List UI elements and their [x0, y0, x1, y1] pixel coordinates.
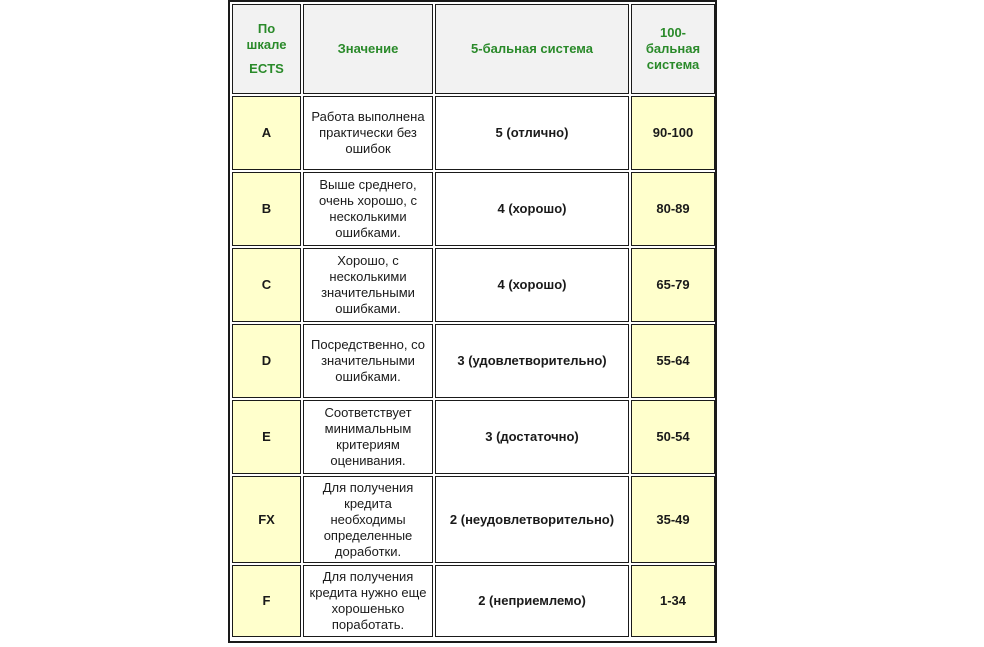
ects-grade-cell: D — [232, 324, 301, 398]
table-row — [232, 248, 715, 322]
five-point-cell: 4 (хорошо) — [435, 248, 629, 322]
table-row — [232, 565, 715, 637]
hundred-point-cell: 90-100 — [631, 96, 715, 170]
hundred-point-cell: 55-64 — [631, 324, 715, 398]
header-ects-spacer — [237, 53, 296, 61]
hundred-point-cell: 80-89 — [631, 172, 715, 246]
meaning-cell: Для получения кредита нужно еще хорошенько поработать. — [303, 565, 433, 637]
header-hundred-point: 100-бальная система — [631, 4, 715, 94]
meaning-cell: Выше среднего, очень хорошо, с несколькими ошибками. — [303, 172, 433, 246]
ects-grade-cell: C — [232, 248, 301, 322]
meaning-cell: Хорошо, с несколькими значительными ошибками. — [303, 248, 433, 322]
table-header-row — [232, 4, 715, 94]
header-meaning: Значение — [303, 4, 433, 94]
header-ects — [232, 4, 301, 94]
five-point-cell: 2 (неудовлетворительно) — [435, 476, 629, 563]
ects-grade-cell: E — [232, 400, 301, 474]
ects-grade-cell: F — [232, 565, 301, 637]
table-row — [232, 172, 715, 246]
table-row — [232, 96, 715, 170]
table-row — [232, 400, 715, 474]
header-five-point: 5-бальная система — [435, 4, 629, 94]
ects-grade-cell: FX — [232, 476, 301, 563]
ects-grade-cell: A — [232, 96, 301, 170]
five-point-cell: 3 (достаточно) — [435, 400, 629, 474]
meaning-cell: Для получения кредита необходимы определенные доработки. — [303, 476, 433, 563]
hundred-point-cell: 35-49 — [631, 476, 715, 563]
five-point-cell: 4 (хорошо) — [435, 172, 629, 246]
header-ects-line: ECTS — [249, 61, 284, 76]
ects-grade-cell: B — [232, 172, 301, 246]
meaning-cell: Посредственно, со значительными ошибками. — [303, 324, 433, 398]
header-ects-line: По — [257, 21, 276, 36]
table-row — [232, 476, 715, 563]
meaning-cell: Соответствует минимальным критериям оценивания. — [303, 400, 433, 474]
meaning-cell: Работа выполнена практически без ошибок — [303, 96, 433, 170]
five-point-cell: 3 (удовлетворительно) — [435, 324, 629, 398]
hundred-point-cell: 65-79 — [631, 248, 715, 322]
five-point-cell: 2 (неприемлемо) — [435, 565, 629, 637]
grading-table-frame — [228, 0, 717, 643]
grading-scale-table — [230, 2, 717, 639]
header-ects-line: шкале — [246, 37, 287, 52]
hundred-point-cell: 50-54 — [631, 400, 715, 474]
five-point-cell: 5 (отлично) — [435, 96, 629, 170]
hundred-point-cell: 1-34 — [631, 565, 715, 637]
table-row — [232, 324, 715, 398]
